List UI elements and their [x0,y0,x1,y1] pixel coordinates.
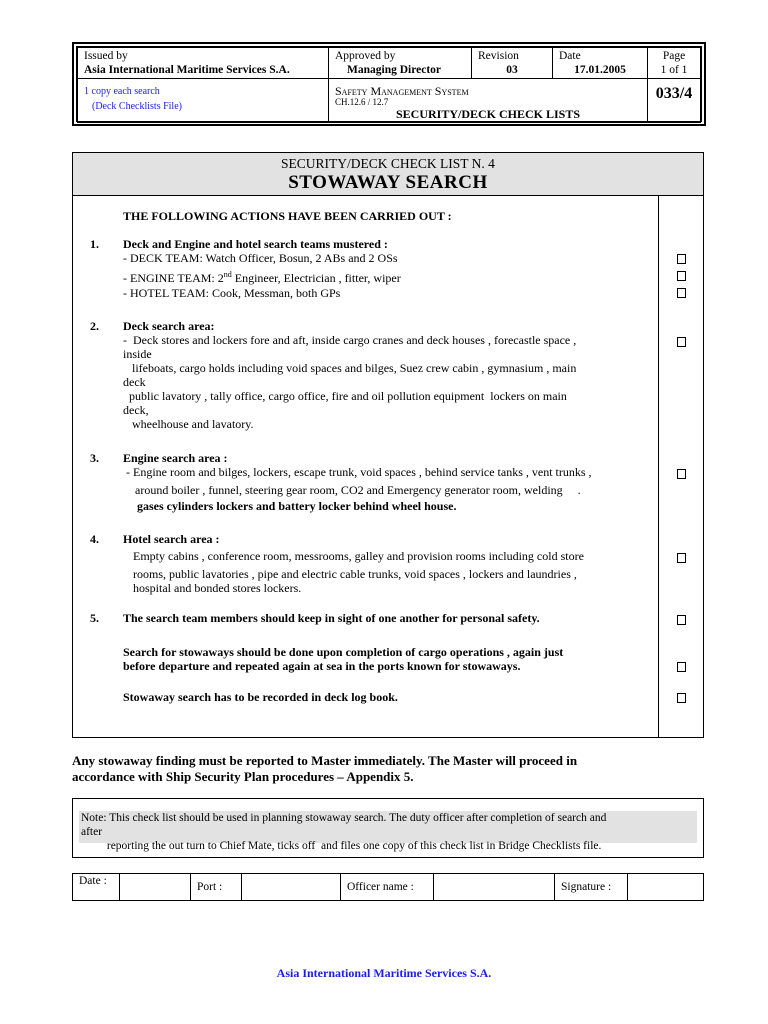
date-cell [553,48,648,79]
item1-line2-b: Engineer, Electrician , fitter, wiper [231,271,401,285]
footer-company: Asia International Maritime Services S.A. [276,966,492,980]
checklist-title-bar [73,153,703,196]
item1-line3: - HOTEL TEAM: Cook, Messman, both GPs [123,286,341,300]
item3-line1: - Engine room and bilges, lockers, escape trunk, void spaces , behind service tanks , vent trunks , [123,465,592,479]
item4-heading: Hotel search area : [123,532,220,546]
date-label-cell: Date : [73,874,120,901]
item1-line1: - DECK TEAM: Watch Officer, Bosun, 2 ABs and 2 OSs [123,251,398,265]
checkbox-repeat-search[interactable] [677,662,686,672]
item5-text: The search team members should keep in sight of one another for personal safety. [123,611,540,625]
date-input-cell[interactable] [120,874,191,901]
port-input-cell[interactable] [242,874,341,901]
signature-label-cell: Signature : [555,874,628,901]
approved-by-label: Approved by [335,50,396,62]
revision-value: 03 [506,64,518,76]
repeat-search-line1: Search for stowaways should be done upon completion of cargo operations , again just [123,645,564,659]
doc-title: SECURITY/DECK CHECK LISTS [395,107,581,121]
checklist-subtitle: SECURITY/DECK CHECK LIST N. 4 [281,156,495,171]
log-book-text: Stowaway search has to be recorded in deck log book. [123,690,398,704]
note-line2: after [81,826,103,838]
page-label: Page [662,50,686,62]
officer-input-cell[interactable] [434,874,555,901]
checklist-intro: THE FOLLOWING ACTIONS HAVE BEEN CARRIED OUT : [123,209,452,223]
master-report-line1: Any stowaway finding must be reported to Master immediately. The Master will proceed in [72,753,578,768]
signature-input-cell[interactable] [628,874,704,901]
item4-line3: hospital and bonded stores lockers. [133,581,302,595]
item1-line2-a: - ENGINE TEAM: 2 [123,271,224,285]
note-box [72,798,704,858]
checkbox-deck-search[interactable] [677,337,686,347]
page-value: 1 of 1 [660,64,688,76]
checkbox-log-book[interactable] [677,693,686,703]
port-label-cell: Port : [191,874,242,901]
item4-number: 4. [90,532,99,546]
item1-line2 [123,268,401,285]
checkbox-team-safety[interactable] [677,615,686,625]
item2-line4: deck [123,375,146,389]
system-cell [329,79,648,123]
item2-line2: inside [123,347,152,361]
item3-line3: gases cylinders lockers and battery locker behind wheel house. [137,499,457,513]
revision-label: Revision [478,50,519,62]
issued-by-cell [78,48,329,79]
item3-line2: around boiler , funnel, steering gear room, CO2 and Emergency generator room, welding . [123,483,581,497]
date-value: 17.01.2005 [574,64,626,76]
issued-by-value: Asia International Maritime Services S.A. [84,64,290,76]
item2-number: 2. [90,319,99,333]
item4-line2: rooms, public lavatories , pipe and electric cable trunks, void spaces , lockers and laundries , [133,567,577,581]
signoff-table [72,873,704,901]
checkbox-engine-search[interactable] [677,469,686,479]
officer-label-cell: Officer name : [341,874,434,901]
copy-note-line1: 1 copy each search [84,86,160,97]
approved-by-cell [329,48,472,79]
chapter-ref: CH.12.6 / 12.7 [335,97,389,107]
checkbox-hotel-search[interactable] [677,553,686,563]
checkbox-engine-team[interactable] [677,271,686,281]
item1-number: 1. [90,237,99,251]
note-line3: reporting the out turn to Chief Mate, ticks off and files one copy of this check list in Bridge Checklists file. [81,840,602,852]
note-line1: Note: This check list should be used in planning stowaway search. The duty officer after completion of search and [81,812,607,824]
item1-heading: Deck and Engine and hotel search teams mustered : [123,237,388,251]
date-label: Date [559,50,581,62]
item2-line5: public lavatory , tally office, cargo office, fire and oil pollution equipment lockers on main [123,389,567,403]
system-name: Safety Management System [335,84,469,98]
issued-by-label: Issued by [84,50,128,62]
page-cell [648,48,701,79]
master-report-line2: accordance with Ship Security Plan procedures – Appendix 5. [72,769,414,784]
repeat-search-line2: before departure and repeated again at sea in the ports known for stowaways. [123,659,521,673]
checklist-box [72,152,704,738]
document-header [72,42,706,126]
checkbox-hotel-team[interactable] [677,288,686,298]
master-report-notice [72,753,712,785]
doc-number: 033/4 [648,79,701,123]
item3-number: 3. [90,451,99,465]
note-text [79,811,697,852]
item2-line6: deck, [123,403,149,417]
copy-note-line2: (Deck Checklists File) [92,101,182,112]
item2-line1: - Deck stores and lockers fore and aft, inside cargo cranes and deck houses , forecastle space , [123,333,577,347]
checkbox-column-divider [658,195,659,737]
checkbox-deck-team[interactable] [677,254,686,264]
item1-line2-sup: nd [223,270,232,279]
item2-line7: wheelhouse and lavatory. [123,417,254,431]
copy-note-cell [78,79,329,123]
revision-cell [472,48,553,79]
item2-heading: Deck search area: [123,319,215,333]
checklist-title: STOWAWAY SEARCH [288,172,488,193]
item3-heading: Engine search area : [123,451,228,465]
item5-number: 5. [90,611,99,625]
item4-line1: Empty cabins , conference room, messrooms, galley and provision rooms including cold store [133,549,584,563]
item2-line3: lifeboats, cargo holds including void spaces and bilges, Suez crew cabin , gymnasium , main [123,361,577,375]
approved-by-value: Managing Director [347,64,442,76]
